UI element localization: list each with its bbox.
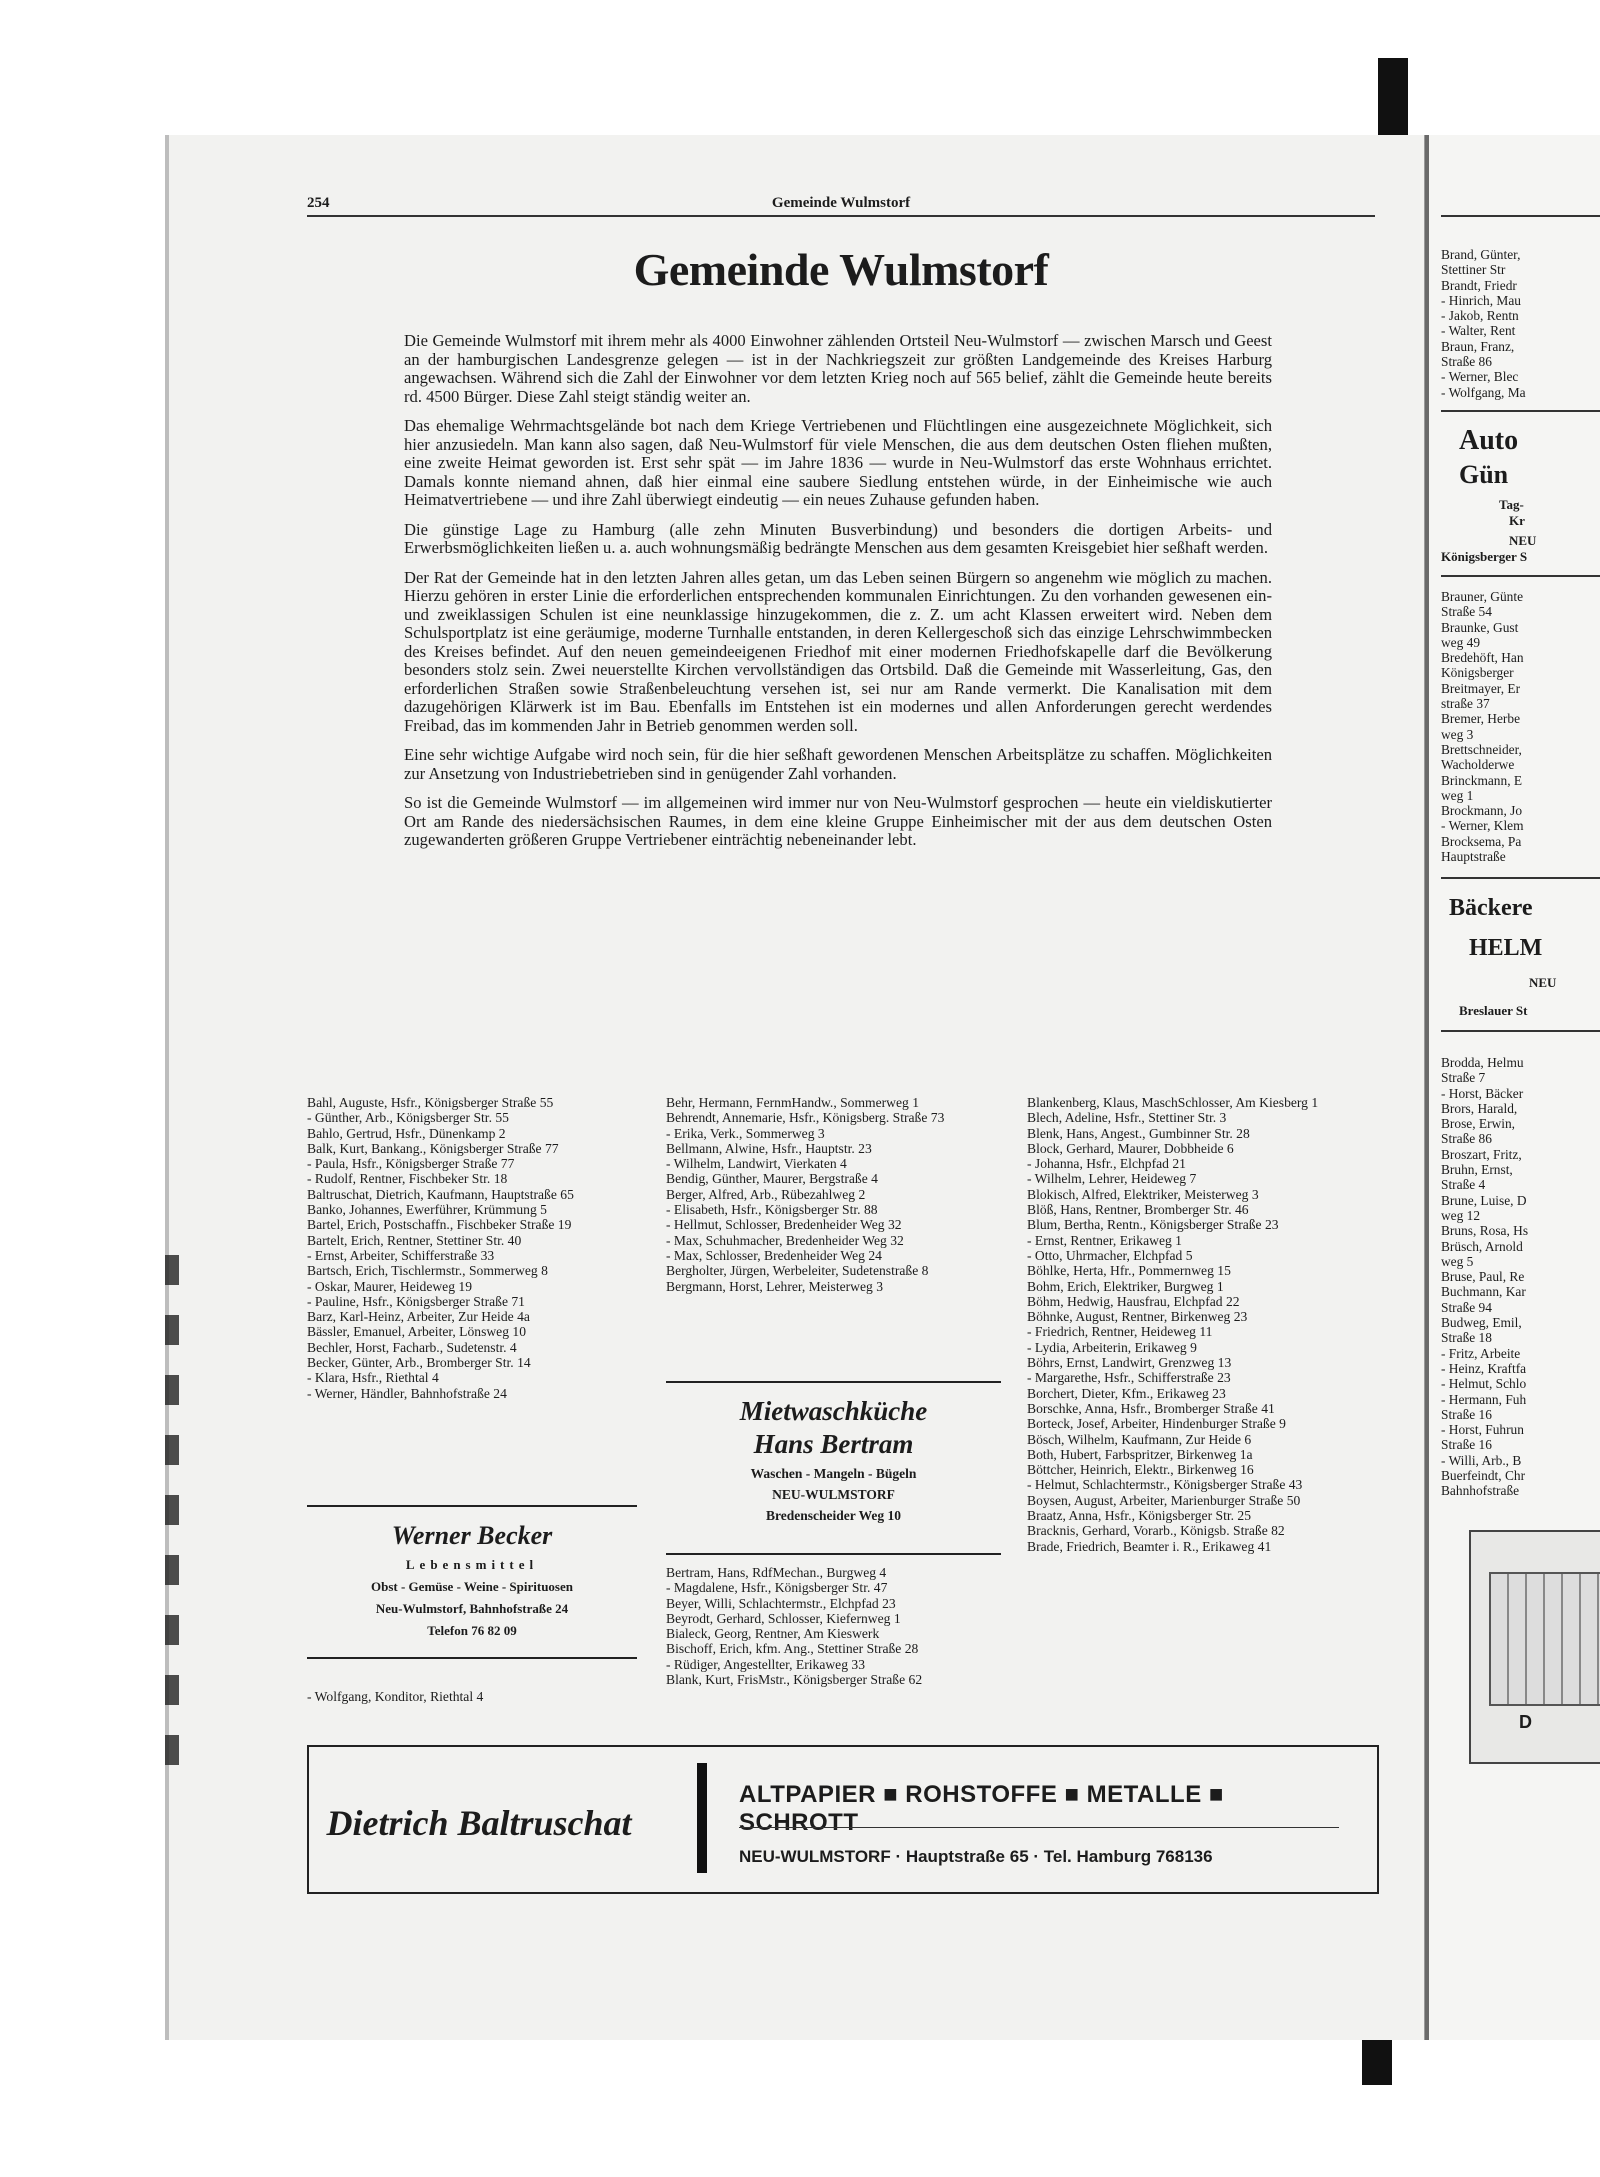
right-rule [1441,575,1600,577]
directory-entry: Brors, Harald, [1441,1100,1518,1116]
ad-line: NEU-WULMSTORF [772,1487,895,1502]
directory-entry: Straße 94 [1441,1299,1492,1315]
directory-entry: Straße 7 [1441,1070,1486,1086]
directory-entry: - Pauline, Hsfr., Königsberger Straße 71 [307,1293,525,1309]
binding-shadow-top [1378,58,1408,138]
directory-entry: Breitmayer, Er [1441,680,1521,696]
directory-entry: - Günther, Arb., Königsberger Str. 55 [307,1110,509,1126]
page-title: Gemeinde Wulmstorf [633,244,1049,295]
directory-entry: Bergmann, Horst, Lehrer, Meisterweg 3 [666,1278,884,1294]
ad-auto-line: NEU [1509,533,1537,548]
directory-entry: Brodda, Helmu [1441,1055,1524,1070]
ad-rule [739,1827,1339,1828]
right-rule [1441,877,1600,879]
directory-entry: Budweg, Emil, [1441,1315,1522,1331]
ad-line: Obst - Gemüse - Weine - Spirituosen [371,1579,573,1594]
directory-entry: weg 3 [1441,726,1474,742]
directory-entry: Brüsch, Arnold [1441,1238,1523,1254]
ad-line: Telefon 76 82 09 [427,1623,517,1638]
directory-entry: Blöß, Hans, Rentner, Bromberger Str. 46 [1027,1202,1249,1218]
directory-entry: Bahl, Auguste, Hsfr., Königsberger Straße 55 [307,1095,554,1110]
directory-entry: Bechler, Horst, Facharb., Sudetenstr. 4 [307,1339,517,1355]
directory-entry: - Horst, Bäcker [1441,1085,1524,1101]
directory-entry: Brade, Friedrich, Beamter i. R., Erikaweg 41 [1027,1538,1272,1554]
right-list-mid [1441,589,1524,864]
ad-auto-name: Auto [1459,425,1519,456]
intro-paragraph: Eine sehr wichtige Aufgabe wird noch sein, für die hier seßhaft gewordenen Menschen Arbeitsplätze zu schaffen. Möglichkeiten zur Ansetzung von Industriebetrieben sind in genügender Zahl vorhanden. [404,745,1272,783]
directory-entry: Brandt, Friedr [1441,277,1517,293]
ad-baecker-line: Breslauer St [1459,1003,1528,1018]
directory-entry: Blankenberg, Klaus, MaschSchlosser, Am Kiesberg 1 [1027,1095,1319,1110]
directory-entry: - Werner, Blec [1441,369,1519,385]
directory-entry: Buchmann, Kar [1441,1284,1526,1300]
intro-paragraph: So ist die Gemeinde Wulmstorf — im allgemeinen wird immer nur von Neu-Wulmstorf gesprochen — heute ein vieldiskutierter Ort am Rande des niedersächsischen Raumes, in dem eine kleine Gruppe Einheimischer mit der aus dem deutschen Osten zugewanderten größeren Gruppe Vertriebener einträchtig nebeneinander lebt. [404,793,1272,849]
directory-entry: - Wolfgang, Ma [1441,384,1526,400]
directory-entry: Boysen, August, Arbeiter, Marienburger Straße 50 [1027,1492,1301,1508]
ad-line: NEU-WULMSTORF · Hauptstraße 65 · Tel. Hamburg 768136 [739,1847,1213,1866]
directory-entry: Behrendt, Annemarie, Hsfr., Königsberg. Straße 73 [666,1110,945,1126]
directory-entry: - Wolfgang, Konditor, Riethtal 4 [307,1689,484,1704]
directory-entry: Straße 16 [1441,1437,1492,1453]
directory-entry: - Werner, Klem [1441,818,1524,834]
left-page [165,135,1427,2040]
directory-entry: Bohm, Erich, Elektriker, Burgweg 1 [1027,1278,1224,1294]
directory-entry: Broszart, Fritz, [1441,1146,1522,1162]
ad-werner-becker [307,1505,637,1659]
directory-entry: Balk, Kurt, Bankang., Königsberger Straße 77 [307,1140,559,1156]
directory-entry: Straße 18 [1441,1330,1492,1346]
directory-entry: - Paula, Hsfr., Königsberger Straße 77 [307,1156,515,1172]
directory-entry: - Horst, Fuhrun [1441,1422,1524,1438]
directory-entry: - Otto, Uhrmacher, Elchpfad 5 [1027,1247,1193,1263]
directory-entry: Bracknis, Gerhard, Vorarb., Königsb. Straße 82 [1027,1523,1285,1539]
directory-entry: - Elisabeth, Hsfr., Königsberger Str. 88 [666,1202,878,1218]
directory-entry: Straße 54 [1441,604,1492,620]
directory-column-3 [1027,1095,1375,1554]
directory-entry: Banko, Johannes, Ewerführer, Krümmung 5 [307,1202,547,1218]
directory-entry: Brose, Erwin, [1441,1116,1516,1132]
directory-entry: - Wilhelm, Landwirt, Vierkaten 4 [666,1156,847,1172]
directory-entry: Buerfeindt, Chr [1441,1468,1526,1484]
directory-entry: Bialeck, Georg, Rentner, Am Kieswerk [666,1626,880,1642]
running-title: Gemeinde Wulmstorf [771,195,911,211]
ad-subtitle: Lebensmittel [405,1557,539,1572]
directory-entry: Borchert, Dieter, Kfm., Erikaweg 23 [1027,1385,1226,1401]
directory-entry: weg 49 [1441,634,1481,650]
directory-entry: - Klara, Hsfr., Riethtal 4 [307,1370,439,1386]
directory-entry: - Ernst, Rentner, Erikaweg 1 [1027,1232,1182,1248]
directory-entry: - Werner, Händler, Bahnhofstraße 24 [307,1385,507,1401]
directory-entry: Braunke, Gust [1441,619,1519,635]
directory-entry: - Lydia, Arbeiterin, Erikaweg 9 [1027,1339,1197,1355]
directory-entry: Blenk, Hans, Angest., Gumbinner Str. 28 [1027,1125,1250,1141]
ad-baecker-name: Bäckere [1449,895,1533,921]
directory-entry: Bendig, Günther, Maurer, Bergstraße 4 [666,1171,878,1187]
directory-entry: Blank, Kurt, FrisMstr., Königsberger Straße 62 [666,1672,923,1688]
directory-entry: - Margarethe, Hsfr., Schifferstraße 23 [1027,1370,1231,1386]
directory-entry: - Helmut, Schlachtermstr., Königsberger Straße 43 [1027,1477,1303,1493]
directory-entry: - Ernst, Arbeiter, Schifferstraße 33 [307,1247,495,1263]
directory-entry: Böhnke, August, Rentner, Birkenweg 23 [1027,1309,1248,1325]
directory-entry: weg 5 [1441,1253,1474,1269]
directory-entry: Beyrodt, Gerhard, Schlosser, Kiefernweg 1 [666,1610,901,1626]
ad-baecker-line: NEU [1529,975,1557,990]
directory-entry: - Max, Schuhmacher, Bredenheider Weg 32 [666,1232,904,1248]
directory-entry: Brettschneider, [1441,741,1522,757]
directory-entry: Baltruschat, Dietrich, Kaufmann, Hauptstraße 65 [307,1186,574,1202]
directory-entry: Blech, Adeline, Hsfr., Stettiner Str. 3 [1027,1110,1227,1126]
directory-column-2b [666,1565,1001,1687]
directory-entry: - Rüdiger, Angestellter, Erikaweg 33 [666,1656,865,1672]
directory-entry: Bartsch, Erich, Tischlermstr., Sommerweg 8 [307,1263,548,1279]
directory-entry: Bruhn, Ernst, [1441,1162,1513,1178]
directory-entry: Block, Gerhard, Maurer, Dobbheide 6 [1027,1140,1234,1156]
directory-entry: Bahlo, Gertrud, Hsfr., Dünenkamp 2 [307,1125,506,1141]
right-rule [1441,1030,1600,1032]
ad-mietwaschkueche [666,1381,1001,1555]
directory-entry: Böhm, Hedwig, Hausfrau, Elchpfad 22 [1027,1293,1240,1309]
right-header-rule [1441,215,1600,217]
intro-text [404,332,1272,861]
running-header [307,195,1375,217]
directory-entry: Bergholter, Jürgen, Werbeleiter, Sudetenstraße 8 [666,1263,929,1279]
directory-entry: Becker, Günter, Arb., Bromberger Str. 14 [307,1355,531,1371]
ad-auto-name: Gün [1459,460,1509,489]
page-number: 254 [307,195,330,211]
directory-entry: Hauptstraße [1441,849,1506,865]
directory-entry: Bertram, Hans, RdfMechan., Burgweg 4 [666,1565,887,1580]
directory-entry: Blum, Bertha, Rentn., Königsberger Straße 23 [1027,1217,1279,1233]
directory-entry: - Rudolf, Rentner, Fischbeker Str. 18 [307,1171,508,1187]
margin-marks [165,1255,179,1775]
directory-entry: Bruse, Paul, Re [1441,1269,1525,1285]
photo-label: D [1519,1712,1532,1732]
directory-entry: - Oskar, Maurer, Heideweg 19 [307,1278,472,1294]
ad-divider [697,1763,707,1873]
directory-entry: Brauner, Günte [1441,589,1524,604]
directory-entry: Stettiner Str [1441,262,1506,278]
ad-line: ALTPAPIER ■ ROHSTOFFE ■ METALLE ■ SCHROTT [739,1781,1224,1836]
ad-auto-line: Tag- [1499,497,1524,512]
directory-entry: Bremer, Herbe [1441,711,1521,727]
directory-entry: straße 37 [1441,696,1490,712]
directory-entry: Braatz, Anna, Hsfr., Königsberger Str. 25 [1027,1508,1252,1524]
photo-window-pattern [1489,1572,1600,1706]
directory-entry: weg 12 [1441,1207,1481,1223]
directory-entry: Borteck, Josef, Arbeiter, Hindenburger Straße 9 [1027,1416,1286,1432]
directory-entry: - Friedrich, Rentner, Heideweg 11 [1027,1324,1213,1340]
directory-entry: Böhlke, Herta, Hfr., Pommernweg 15 [1027,1263,1231,1279]
directory-entry: Wacholderwe [1441,757,1515,773]
directory-entry: Straße 86 [1441,1131,1492,1147]
ad-line: Waschen - Mangeln - Bügeln [750,1466,917,1481]
ad-baecker-name: HELM [1469,935,1543,961]
directory-entry: Straße 86 [1441,354,1492,370]
directory-entry: Brand, Günter, [1441,247,1521,262]
directory-entry: - Fritz, Arbeite [1441,1345,1521,1361]
directory-entry: Bischoff, Erich, kfm. Ang., Stettiner Straße 28 [666,1641,919,1657]
directory-entry: - Helmut, Schlo [1441,1376,1527,1392]
directory-entry: Bredehöft, Han [1441,650,1524,666]
directory-entry: - Hermann, Fuh [1441,1391,1527,1407]
directory-entry: Straße 4 [1441,1177,1486,1193]
directory-entry: Braun, Franz, [1441,338,1515,354]
intro-paragraph: Die Gemeinde Wulmstorf mit ihrem mehr als 4000 Einwohner zählenden Ortsteil Neu-Wulmstorf — zwischen Marsch und Geest an der hamburgischen Landesgrenze gelegen — ist in der Nachkriegszeit zur größten Landgemeinde des Kreises Harburg angewachsen. Während sich die Zahl der Einwohner vor dem letzten Krieg noch auf 565 belief, zählt die Gemeinde heute bereits rd. 4500 Bürger. Diese Zahl steigt ständig weiter an. [404,331,1272,406]
directory-entry: Brocksema, Pa [1441,833,1522,849]
intro-paragraph: Die günstige Lage zu Hamburg (alle zehn Minuten Busverbindung) und besonders die dortigen Arbeits- und Erwerbsmöglichkeiten ließen u. a. auch wohnungsmäßig bedrängte Menschen aus dem gesamten Kreisgebiet hier seßhaft werden. [404,519,1272,557]
directory-entry: Bartel, Erich, Postschaffn., Fischbeker Straße 19 [307,1217,572,1233]
building-photo [1469,1530,1600,1764]
intro-paragraph: Das ehemalige Wehrmachtsgelände bot nach dem Kriege Vertriebenen und Flüchtlingen eine ausgezeichnete Möglichkeit, sich hier anzusiedeln. Man kann also sagen, daß Neu-Wulmstorf für viele Menschen, die aus dem deutschen Osten fliehen mußten, eine zweite Heimat geworden ist. Erst sehr spät — im Jahre 1836 — wurde in Neu-Wulmstorf das erste Wohnhaus errichtet. Damals konnte niemand ahnen, daß hier einmal eine saubere Siedlung entstehen würde, in der Einheimische wie auch Heimatvertriebene — und ihre Zahl überwiegt eindeutig — ein neues Zuhause gefunden haben. [404,416,1272,509]
directory-entry: Bellmann, Alwine, Hsfr., Hauptstr. 23 [666,1140,872,1156]
directory-column-2 [666,1095,1001,1294]
directory-entry: Brinckmann, E [1441,772,1523,788]
directory-entry: - Magdalene, Hsfr., Königsberger Str. 47 [666,1580,888,1596]
directory-entry: Berger, Alfred, Arb., Rübezahlweg 2 [666,1186,866,1202]
directory-entry: - Wilhelm, Lehrer, Heideweg 7 [1027,1171,1197,1187]
directory-entry: Bässler, Emanuel, Arbeiter, Lönsweg 10 [307,1324,526,1340]
ad-baltruschat [307,1745,1379,1894]
directory-entry: Borschke, Anna, Hsfr., Bromberger Straße 41 [1027,1400,1275,1416]
directory-entry: Brune, Luise, D [1441,1192,1527,1208]
directory-entry: - Walter, Rent [1441,323,1516,339]
directory-entry: - Max, Schlosser, Bredenheider Weg 24 [666,1247,882,1263]
directory-entry: Böttcher, Heinrich, Elektr., Birkenweg 16 [1027,1462,1254,1478]
directory-entry: - Hellmut, Schlosser, Bredenheider Weg 32 [666,1217,902,1233]
directory-entry: Blokisch, Alfred, Elektriker, Meisterweg 3 [1027,1186,1259,1202]
directory-entry: Behr, Hermann, FernmHandw., Sommerweg 1 [666,1095,920,1110]
directory-entry: Straße 16 [1441,1406,1492,1422]
directory-column-1 [307,1095,637,1401]
ad-auto-line: Kr [1509,513,1525,528]
right-page [1425,135,1600,2040]
directory-entry: - Hinrich, Mau [1441,292,1521,308]
directory-entry: Bruns, Rosa, Hs [1441,1223,1529,1239]
directory-entry: Brockmann, Jo [1441,803,1523,819]
directory-entry: Barz, Karl-Heinz, Arbeiter, Zur Heide 4a [307,1309,530,1325]
directory-entry: Both, Hubert, Farbspritzer, Birkenweg 1a [1027,1446,1253,1462]
right-list-top [1441,247,1526,400]
directory-entry: Bartelt, Erich, Rentner, Stettiner Str. 40 [307,1232,522,1248]
intro-paragraph: Der Rat der Gemeinde hat in den letzten Jahren alles getan, um das Leben seinen Bürgern so angenehm wie möglich zu machen. Hierzu gehören in erster Linie die erforderlichen entsprechenden kommunalen Einrichtungen. Zu den vorhanden gewesenen ein- und zweiklassigen Schulen ist eine neunklassige hinzugekommen, die z. Z. um acht Klassen erweitert wird. Neben dem Schulsportplatz ist eine geräumige, moderne Turnhalle entstanden, in deren Kellergeschoß sich das einzige Lehrschwimmbecken des Kreises befindet. Auf den neuen gemeindeeigenen Friedhof mit einer modernen Friedhofskapelle darf die Bevölkerung besonders stolz sein. Zwei neuerstellte Kirchen vervollständigen das Ortsbild. Daß die Gemeinde mit Wasserleitung, Gas, den erforderlichen Straßen sowie Straßenbeleuchtung versehen ist, sei nur am Rande vermerkt. Die Kanalisation mit dem dazugehörigen Klärwerk ist im Bau. Ebenfalls im Entstehen ist ein modernes und allen Anforderungen gerecht werdendes Freibad, das im kommenden Jahr in Betrieb genommen werden soll. [404,567,1272,735]
directory-entry: - Johanna, Hsfr., Elchpfad 21 [1027,1156,1186,1172]
ad-line: Neu-Wulmstorf, Bahnhofstraße 24 [375,1601,569,1616]
right-rule [1441,410,1600,412]
ad-auto-line: Königsberger S [1441,549,1528,564]
ad-logo: Dietrich Baltruschat [326,1803,632,1843]
directory-entry: - Erika, Verk., Sommerweg 3 [666,1125,825,1141]
ad-line: Bredenscheider Weg 10 [766,1508,901,1523]
directory-entry: Beyer, Willi, Schlachtermstr., Elchpfad 23 [666,1595,896,1611]
directory-entry: weg 1 [1441,787,1474,803]
directory-entry: - Jakob, Rentn [1441,308,1519,324]
directory-entry: - Willi, Arb., B [1441,1452,1522,1468]
ad-name: Mietwaschküche [739,1396,928,1426]
directory-entry: - Heinz, Kraftfa [1441,1360,1527,1376]
directory-entry: Königsberger [1441,665,1514,681]
directory-entry: Bösch, Wilhelm, Kaufmann, Zur Heide 6 [1027,1431,1252,1447]
directory-entry: Bahnhofstraße [1441,1483,1520,1499]
ad-name: Hans Bertram [753,1429,914,1459]
right-list-bottom [1441,1055,1528,1499]
directory-entry: Böhrs, Ernst, Landwirt, Grenzweg 13 [1027,1355,1232,1371]
ad-name: Werner Becker [391,1521,553,1550]
